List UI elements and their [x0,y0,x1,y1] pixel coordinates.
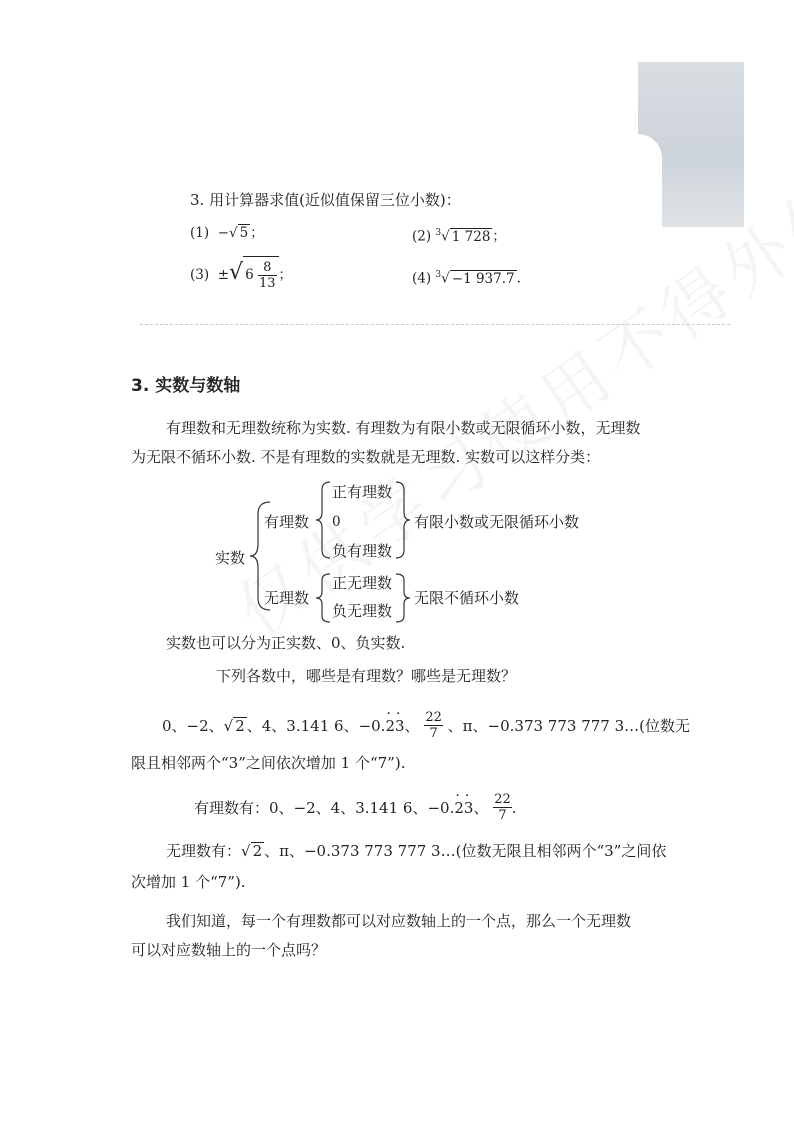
para3-line1: 我们知道，每一个有理数都可以对应数轴上的一个点，那么一个无理数 [166,912,632,930]
para1-line1: 有理数和无理数统称为实数. 有理数为有限小数或无限循环小数，无理数 [166,419,641,437]
rational-close-brace [394,480,412,560]
para1-line2: 为无限不循环小数. 不是有理数的实数就是无理数. 实数可以这样分类： [131,448,601,466]
class-pos-rational: 正有理数 [332,483,393,501]
class-neg-rational: 负有理数 [332,542,393,560]
divider [140,324,730,325]
corner-decoration [638,62,744,227]
para3-line2: 可以对应数轴上的一个点吗？ [131,941,327,959]
question: 下列各数中，哪些是有理数？哪些是无理数？ [216,667,517,685]
class-neg-irrational: 负无理数 [332,602,393,620]
irrational-close-brace [394,572,412,624]
para2: 实数也可以分为正实数、0、负实数. [166,634,406,652]
exercise-item-4: (4) $^3$√ −1 937.7 . [412,270,521,287]
section-title: 3. 实数与数轴 [131,376,241,396]
class-zero: 0 [332,514,341,530]
rational-answer: 有理数有：0、−2、4、3.141 6、−0. · 2 · 3 、 $\frac{22}{7}$ . [194,792,517,823]
class-irrational-note: 无限不循环小数 [414,589,520,607]
irrational-answer-line1: 无理数有： √ 2 、π、−0.373 773 777 3…(位数无限且相邻两个“3”之间依 [166,842,667,860]
class-pos-irrational: 正无理数 [332,574,393,592]
class-root: 实数 [215,549,246,567]
class-irrational: 无理数 [264,589,310,607]
exercise-title: 3. 用计算器求值(近似值保留三位小数)： [190,191,461,209]
exercise-item-1: (1) −√ 5 ； [190,225,264,241]
class-rational-note: 有限小数或无限循环小数 [414,513,580,531]
exercise-item-2: (2) $^3$√ 1 728 ； [412,228,506,245]
exercise-item-3: (3) ±√ 6 $\frac{8}{13}$ ； [190,256,292,293]
class-rational: 有理数 [264,513,310,531]
numbers-line2: 限且相邻两个“3”之间依次增加 1 个“7”). [131,754,406,772]
numbers-line1: 0、−2、 √ 2 、4、3.141 6、−0. · 2 · 3 、 $\frac{22}{7}$ 、π、−0.373 773 777 3…(位数无 [162,710,690,741]
irrational-answer-line2: 次增加 1 个“7”). [131,873,246,891]
